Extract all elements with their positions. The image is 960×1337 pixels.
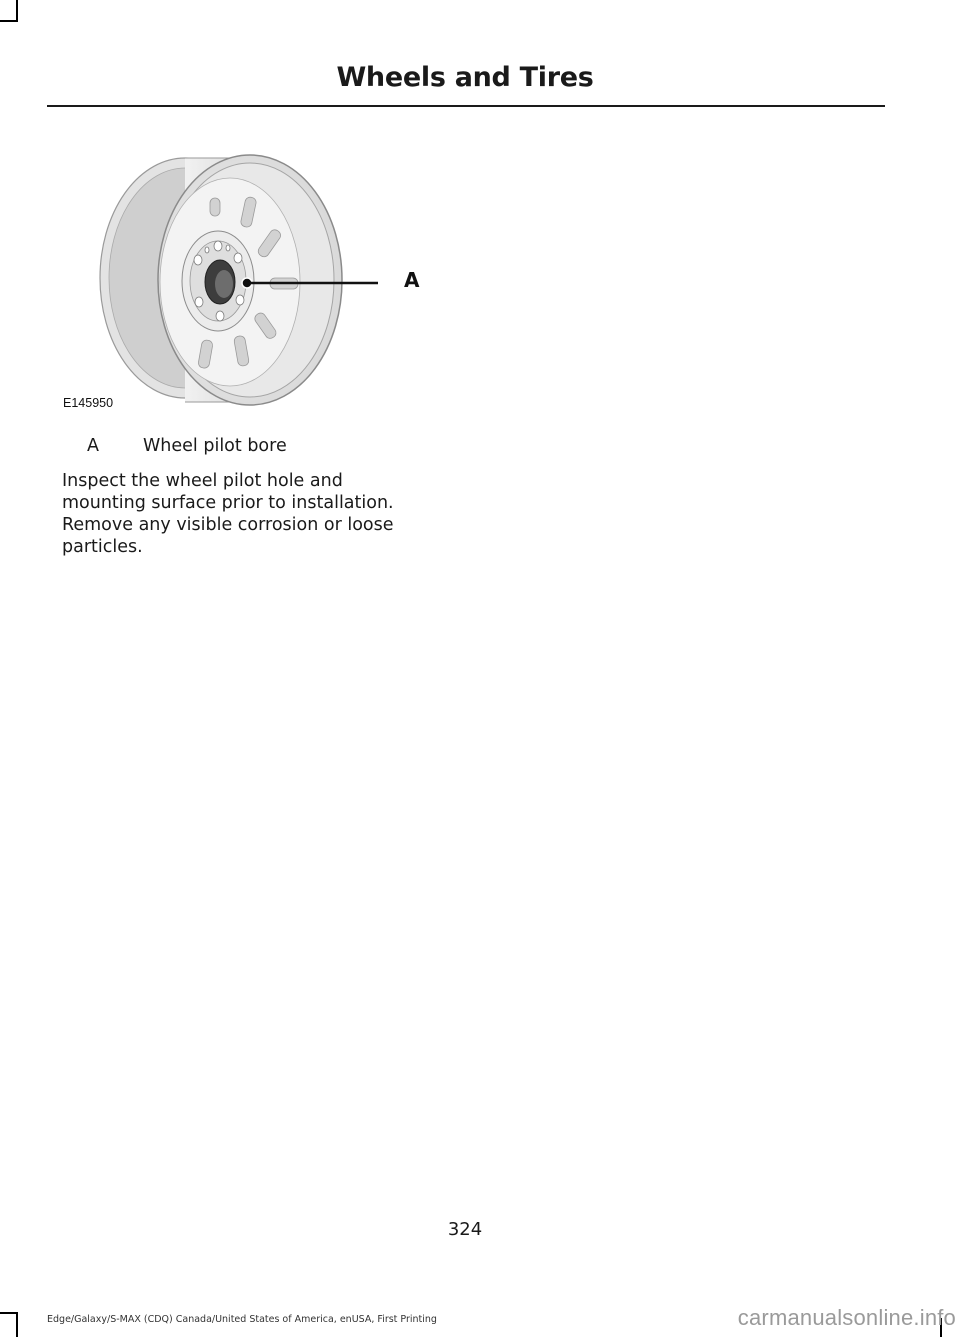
page-number: 324	[447, 1219, 483, 1240]
header-divider	[47, 105, 885, 107]
page-title: Wheels and Tires	[336, 62, 594, 93]
crop-mark-top-left-v	[16, 0, 18, 22]
legend-key: A	[87, 436, 99, 456]
crop-mark-bottom-left-v	[16, 1312, 18, 1337]
wheel-rim-illustration-icon	[60, 150, 440, 420]
body-paragraph: Inspect the wheel pilot hole and mounting surface prior to installation. Remove any visible corrosion or loose particles.	[62, 471, 394, 557]
watermark[interactable]: carmanualsonline.info	[737, 1305, 956, 1330]
crop-mark-bottom-left-h	[0, 1312, 18, 1314]
wheel-figure	[60, 150, 440, 420]
callout-label: A	[404, 268, 420, 292]
figure-code: E145950	[63, 396, 114, 410]
document-info: Edge/Galaxy/S-MAX (CDQ) Canada/United States of America, enUSA, First Printing	[47, 1314, 437, 1325]
crop-mark-top-left-h	[0, 20, 18, 22]
legend-description: Wheel pilot bore	[143, 436, 287, 456]
